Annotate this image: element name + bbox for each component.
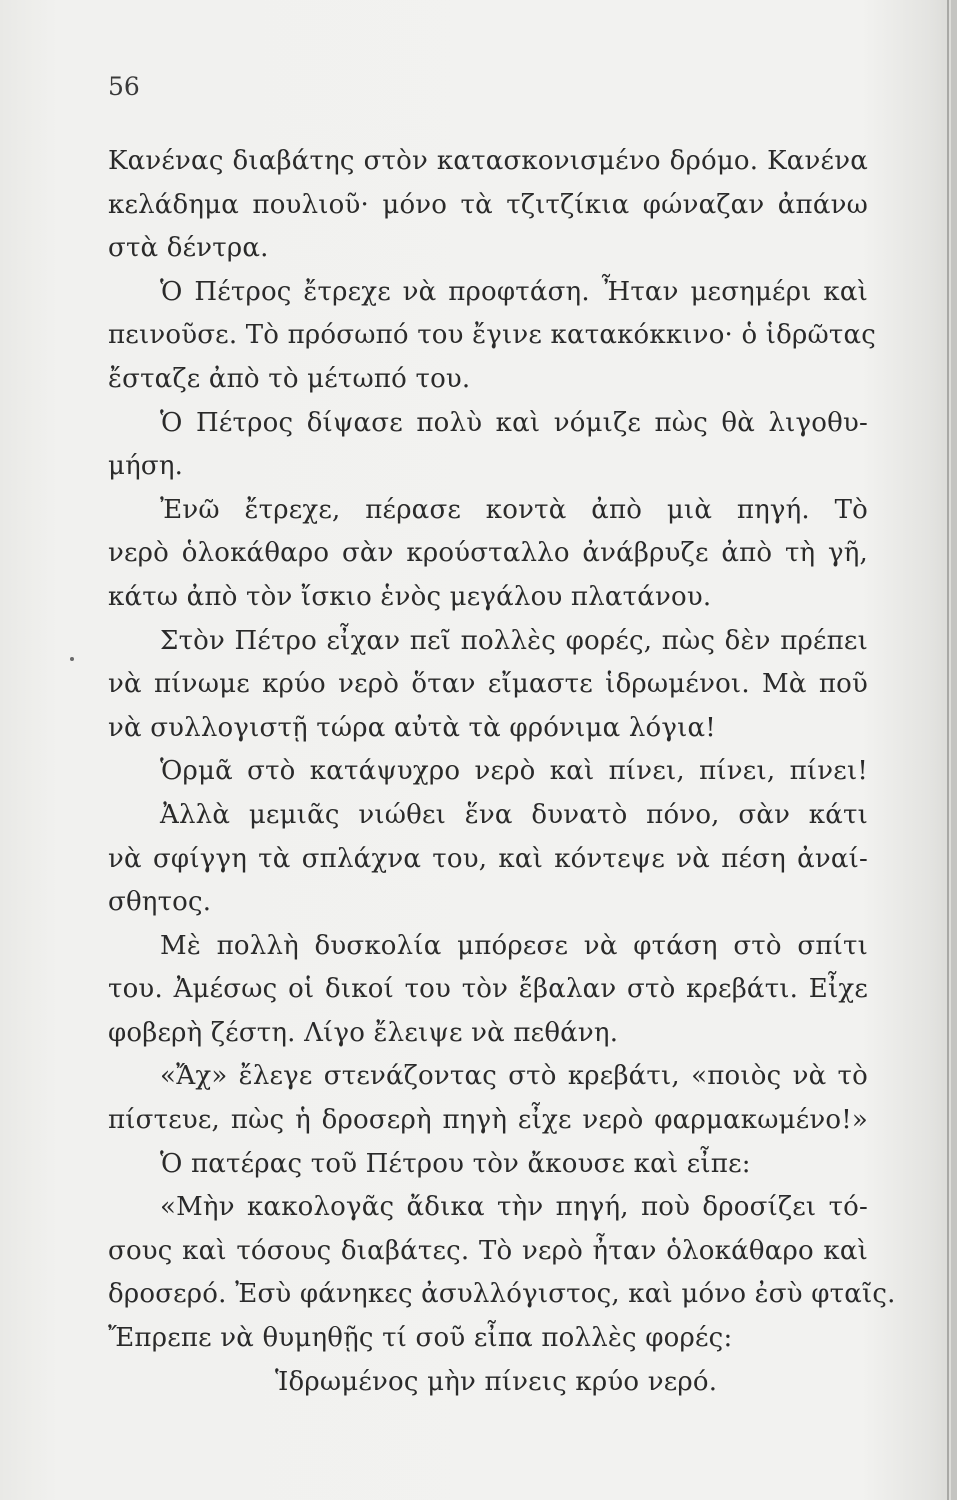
- text-line: Στὸν Πέτρο εἶχαν πεῖ πολλὲς φορές, πὼς δὲν πρέπει: [160, 625, 868, 656]
- text-line: μήση.: [108, 451, 184, 482]
- text-line: Ὁ Πέτρος ἔτρεχε νὰ προφτάση. Ἦταν μεσημέρι καὶ: [160, 276, 868, 307]
- text-line: Κανένας διαβάτης στὸν κατασκονισμένο δρόμο. Κανένα: [108, 146, 868, 176]
- text-line: σους καὶ τόσους διαβάτες. Τὸ νερὸ ἦταν ὁλοκάθαρο καὶ: [108, 1235, 868, 1266]
- text-line: ἔσταζε ἀπὸ τὸ μέτωπό του.: [108, 363, 471, 394]
- text-line: Ἀλλὰ μεμιᾶς νιώθει ἕνα δυνατὸ πόνο, σὰν κάτι: [160, 799, 868, 830]
- text-line: πίστευε, πὼς ἡ δροσερὴ πηγὴ εἶχε νερὸ φαρμακωμένο!»: [108, 1105, 868, 1136]
- text-line: Μὲ πολλὴ δυσκολία μπόρεσε νὰ φτάση στὸ σπίτι: [160, 930, 868, 961]
- page-edge-shadow: [951, 0, 957, 1500]
- page-edge-line: [947, 0, 949, 1500]
- text-line: Ἔπρεπε νὰ θυμηθῇς τί σοῦ εἶπα πολλὲς φορές:: [108, 1323, 733, 1354]
- text-line: σθητος.: [108, 887, 212, 918]
- text-line: «Ἄχ» ἔλεγε στενάζοντας στὸ κρεβάτι, «ποιὸς νὰ τὸ: [160, 1061, 868, 1092]
- text-line: του. Ἀμέσως οἱ δικοί του τὸν ἔβαλαν στὸ κρεβάτι. Εἶχε: [108, 974, 868, 1005]
- text-line: νερὸ ὁλοκάθαρο σὰν κρούσταλλο ἀνάβρυζε ἀπὸ τὴ γῆ,: [108, 538, 868, 569]
- text-line: Ὁ Πέτρος δίψασε πολὺ καὶ νόμιζε πὼς θὰ λιγοθυ-: [160, 407, 868, 438]
- text-line: φοβερὴ ζέστη. Λίγο ἔλειψε νὰ πεθάνη.: [108, 1017, 619, 1048]
- body-text: [108, 140, 896, 1404]
- text-line: «Μὴν κακολογᾶς ἄδικα τὴν πηγή, ποὺ δροσίζει τό-: [160, 1192, 868, 1223]
- ink-speck: [70, 657, 74, 661]
- text-line: Ἐνῶ ἔτρεχε, πέρασε κοντὰ ἀπὸ μιὰ πηγή. Τὸ: [160, 494, 868, 525]
- text-line: κελάδημα πουλιοῦ· μόνο τὰ τζιτζίκια φώναζαν ἀπάνω: [108, 189, 868, 220]
- text-line: κάτω ἀπὸ τὸν ἴσκιο ἑνὸς μεγάλου πλατάνου.: [108, 581, 712, 612]
- text-line: Ὁρμᾶ στὸ κατάψυχρο νερὸ καὶ πίνει, πίνει, πίνει!: [160, 756, 868, 787]
- text-line: δροσερό. Ἐσὺ φάνηκες ἀσυλλόγιστος, καὶ μόνο ἐσὺ φταῖς.: [108, 1279, 896, 1310]
- text-line: νὰ σφίγγη τὰ σπλάχνα του, καὶ κόντεψε νὰ πέση ἀναί-: [108, 843, 868, 874]
- closing-maxim: Ἱδρωμένος μὴν πίνεις κρύο νερό.: [275, 1366, 718, 1397]
- text-line: νὰ πίνωμε κρύο νερὸ ὅταν εἴμαστε ἱδρωμένοι. Μὰ ποῦ: [108, 669, 868, 700]
- text-line: Ὁ πατέρας τοῦ Πέτρου τὸν ἄκουσε καὶ εἶπε:: [160, 1148, 751, 1179]
- text-line: πεινοῦσε. Τὸ πρόσωπό του ἔγινε κατακόκκινο· ὁ ἱδρῶτας: [108, 320, 877, 351]
- page-number: 56: [108, 72, 140, 101]
- text-line: στὰ δέντρα.: [108, 233, 269, 264]
- text-line: νὰ συλλογιστῇ τώρα αὐτὰ τὰ φρόνιμα λόγια!: [108, 712, 716, 743]
